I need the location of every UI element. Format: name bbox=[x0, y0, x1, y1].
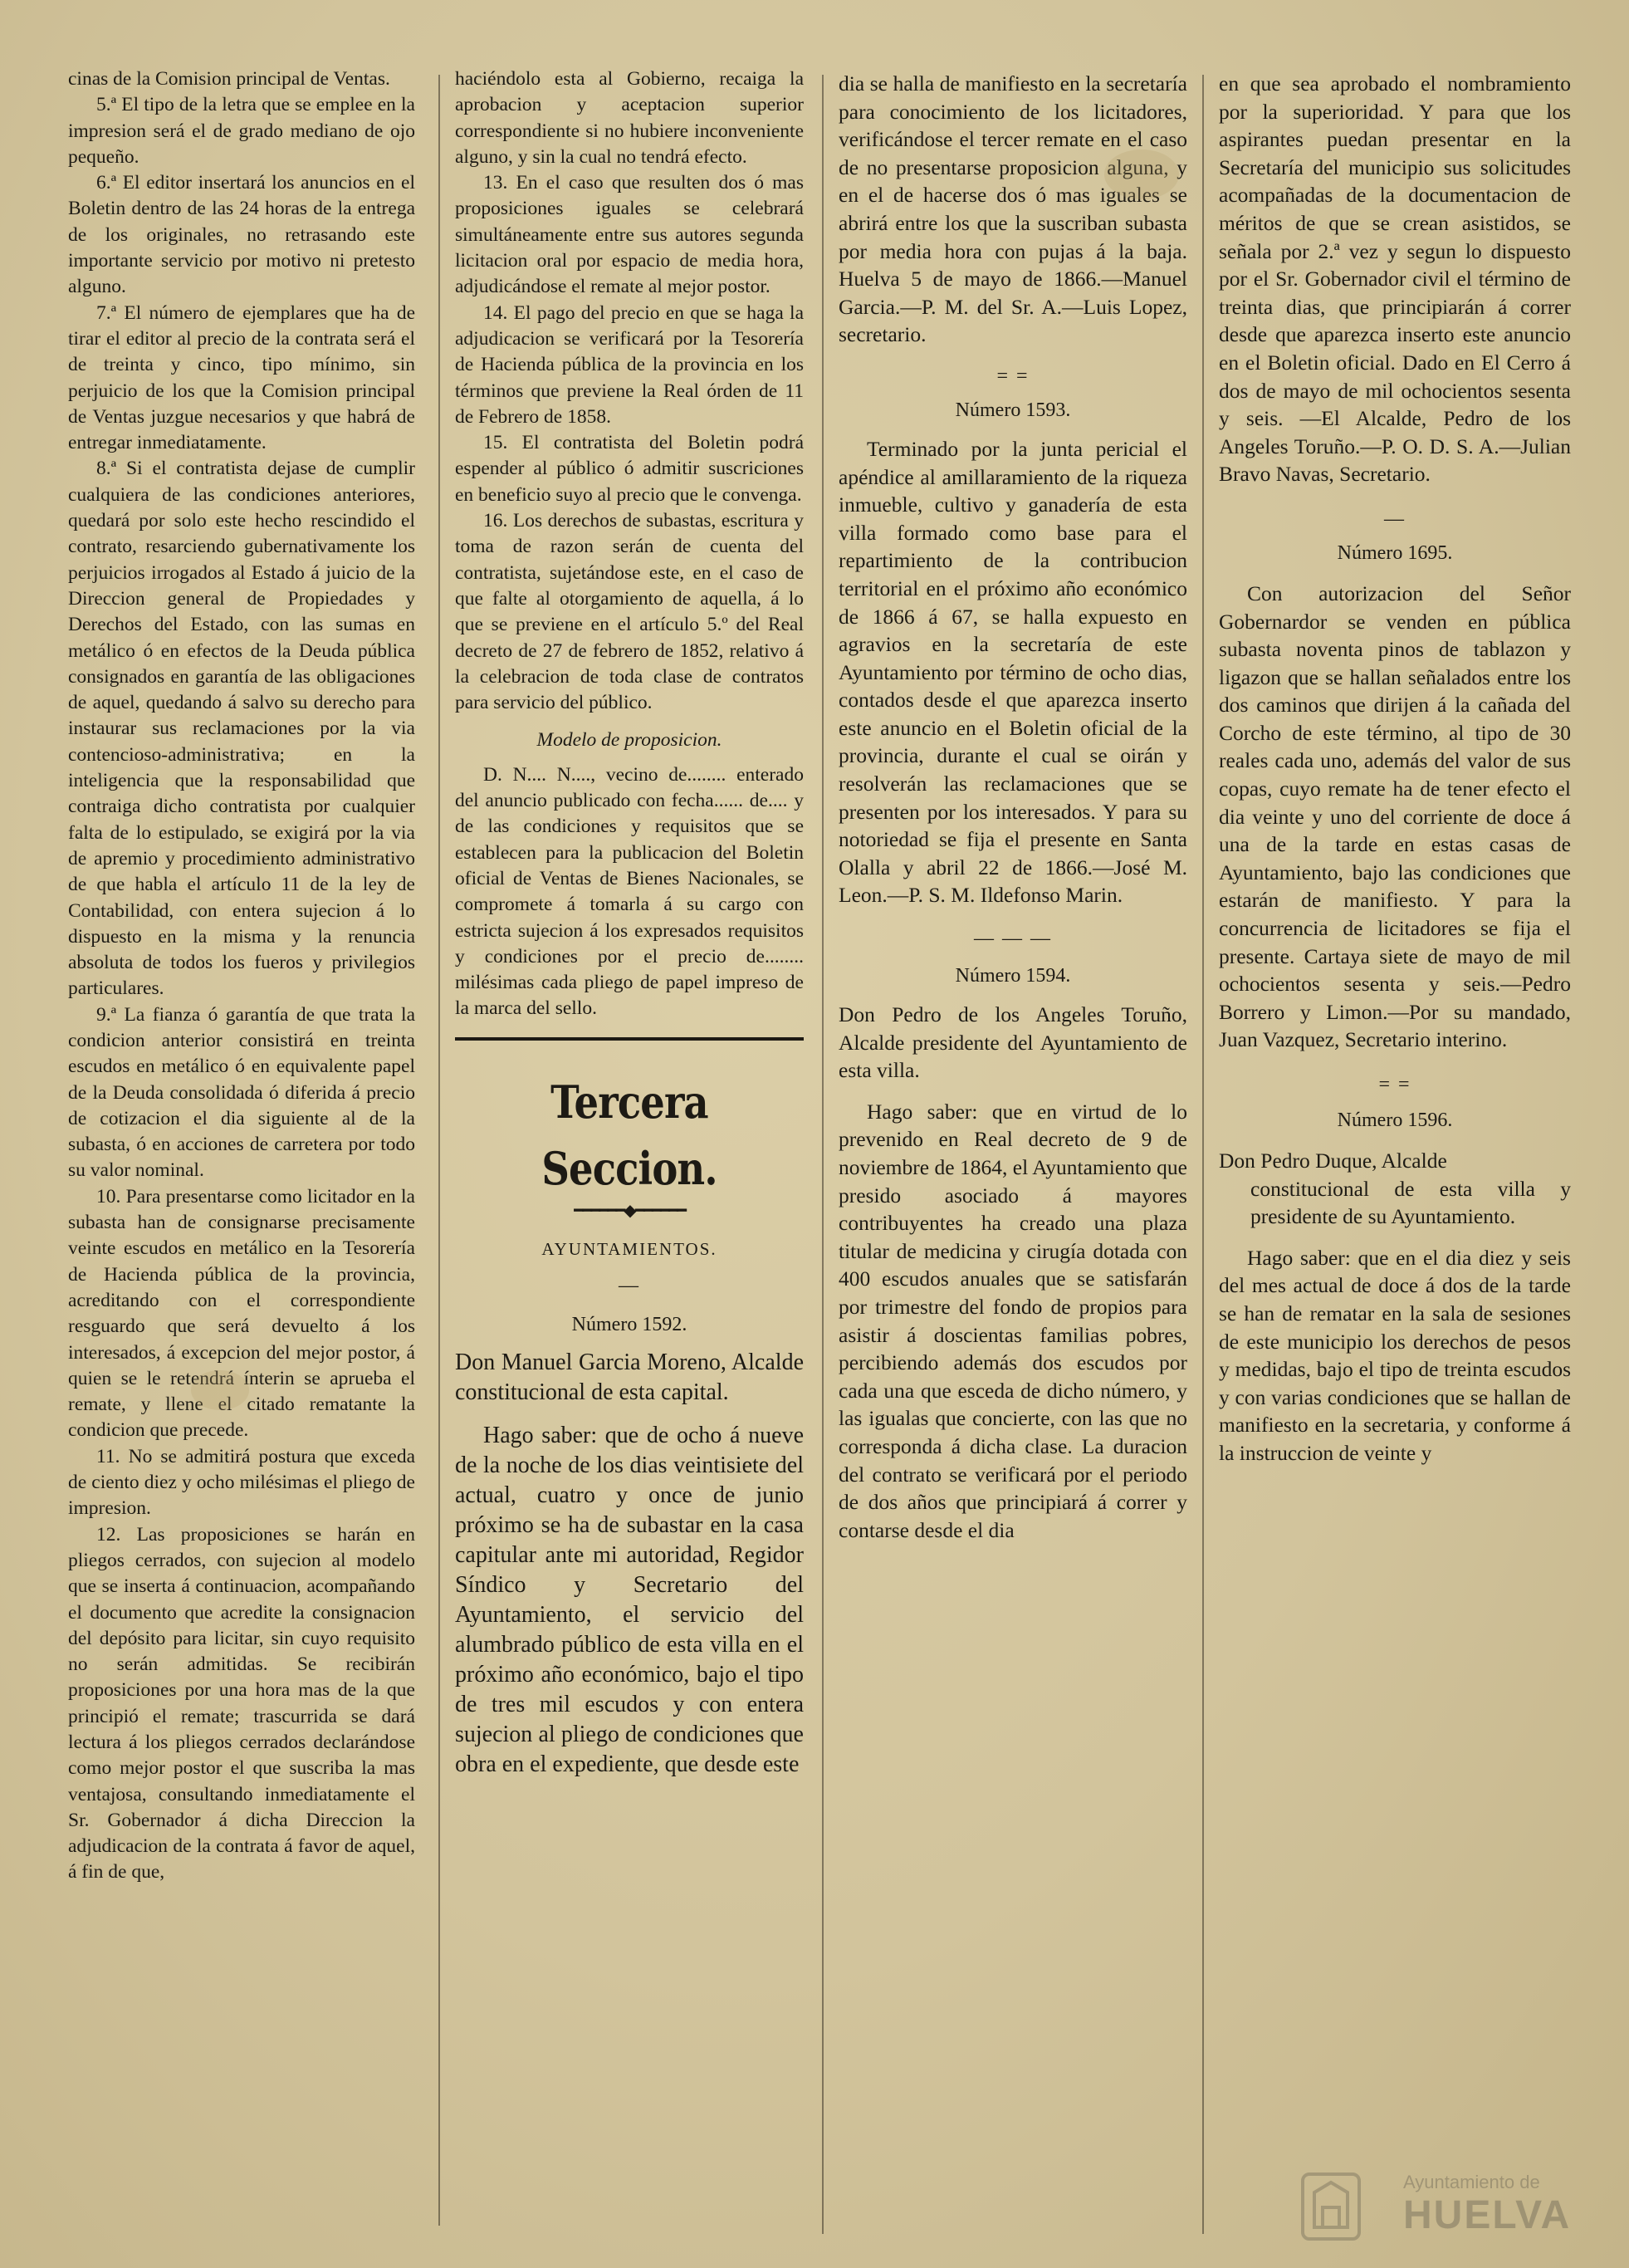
paragraph: 5.ª El tipo de la letra que se emplee en la impresion será el de grado mediano de ojo pequeño. bbox=[68, 94, 415, 168]
notice-header: Don Pedro Duque, Alcalde bbox=[1219, 1149, 1447, 1173]
notice-body: Hago saber: que de ocho á nueve de la noche de los dias veintisiete del actual, cuatro y once de junio próximo se ha de subastar en la casa capitular ante mi autoridad, Regidor Síndico y Secretario del Ayuntamiento, el servicio del alumbrado público de esta villa en el próximo año económico, bajo el tipo de tres mil escudos y con entera sujecion al pliego de condiciones que obra en el expediente, que desde este bbox=[455, 1422, 804, 1777]
notice-number: Número 1592. bbox=[571, 1313, 687, 1335]
notice-number: Número 1695. bbox=[1337, 541, 1453, 564]
paper-stain bbox=[1104, 149, 1179, 199]
section-divider bbox=[455, 1037, 804, 1041]
paragraph: 13. En el caso que resulten dos ó mas proposiciones iguales se celebrará simultáneamente entre sus autores segunda licitacion oral por espacio de media hora, adjudicándose el remate al mejor postor. bbox=[455, 172, 804, 298]
paragraph: cinas de la Comision principal de Ventas. bbox=[68, 68, 390, 90]
model-title: Modelo de proposicion. bbox=[536, 729, 722, 752]
watermark-name: HUELVA bbox=[1403, 2193, 1572, 2237]
notice-header: constitucional de esta villa y presidente de su Ayuntamiento. bbox=[1250, 1176, 1571, 1229]
subsection-title: AYUNTAMIENTOS. bbox=[541, 1238, 717, 1259]
column-3 bbox=[839, 70, 1187, 1544]
section-title: Tercera Seccion. bbox=[541, 1075, 717, 1195]
notice-number: Número 1593. bbox=[955, 399, 1071, 421]
notice-number: Número 1596. bbox=[1337, 1110, 1453, 1131]
separator: = = bbox=[996, 365, 1030, 387]
notice-body: Hago saber: que en virtud de lo prevenido en Real decreto de 9 de noviembre de 1864, el Ayuntamiento que presido asociado á mayores contribuyentes ha creado una plaza titular de medicina y cirugía dotada con 400 escudos anuales que se satisfarán por trimestre del fondo de propios para asistir á doscientas familias pobres, percibiendo además dos escudos por cada una que esceda de dicho número, y las igualas que concierte, con las que no corresponda á dicha clase. La duracion del contrato se verificará por el periodo de dos años que principiará á correr y contarse desde el dia bbox=[839, 1099, 1187, 1542]
notice-body: Terminado por la junta pericial el apéndice al amillaramiento de la riqueza inmueble, cultivo y ganadería de esta villa formado como base para el repartimiento de la contribucion territorial en el próximo año económico de 1866 á 67, se halla expuesto en agravios en la secretaría de este Ayuntamiento por término de ocho dias, contados desde el que aparezca inserto este anuncio en el Boletin oficial de la provincia, durante el cual se oirán y resolverán las reclamaciones que se presenten por los interesados. Y para su notoriedad se fija el presente en Santa Olalla y abril 22 de 1866.—José M. Leon.—P. S. M. Ildefonso Marin. bbox=[839, 436, 1187, 908]
paragraph: 9.ª La fianza ó garantía de que trata la condicion anterior consistirá en treinta escudos en metálico ó en equivalente papel de la Deuda consolidada ó diferida á precio de cotizacion el dia siguiente al de la subasta, ó en acciones de carretera por todo su valor nominal. bbox=[68, 1003, 415, 1182]
notice-body: Hago saber: que en el dia diez y seis del mes actual de doce á dos de la tarde se han de rematar en la sala de sesiones de este municipio los derechos de pesos y medidas, bajo el tipo de treinta escudos y con varias condiciones que se hallan de manifiesto en la secretaria, y conforme á la instruccion de veinte y bbox=[1219, 1245, 1571, 1465]
paragraph: 14. El pago del precio en que se haga la adjudicacion se verificará por la Tesorería de Hacienda pública de la provincia en los términos que previene la Real órden de 11 de Febrero de 1858. bbox=[455, 301, 804, 428]
paragraph: 8.ª Si el contratista dejase de cumplir cualquiera de las condiciones anteriores, quedará por solo este hecho rescindido el contrato, resarciendo gubernativamente los perjuicios irrogados al Estado á juicio de la Direccion general de Propiedades y Derechos del Estado, con las sumas en metálico ó en efectos de la Deuda pública consignados en garantía de las obligaciones de aquel, quedando á salvo su derecho para instaurar sus reclamaciones por la via contencioso-administrativa; en la inteligencia que la responsabilidad que contraiga dicho contratista por cualquier falta de lo estipulado, se exigirá por la via de apremio y procedimiento administrativo de que habla el artículo 11 de la ley de Contabilidad, con entera sujecion á lo dispuesto en la misma y la renuncia absoluta de todos los fueros y privilegios particulares. bbox=[68, 458, 415, 1000]
paragraph: 16. Los derechos de subastas, escritura y toma de razon serán de cuenta del contratista, sujetándose este, en el caso de que falte al otorgamiento de aquella, á lo que se previene en el artículo 5.º del Real decreto de 27 de febrero de 1852, relativo á la celebracion de toda clase de contratos para servicio del público. bbox=[455, 510, 804, 714]
paragraph: en que sea aprobado el nombramiento por la superioridad. Y para que los aspirantes puedan presentar en la Secretaría del municipio sus solicitudes acompañadas de la documentacion de méritos de que se crean asistidos, se señala por 2.ª vez y segun lo dispuesto por el Sr. Gobernador civil el término de treinta dias, que principiarán á correr desde que aparezca inserto este anuncio en el Boletin oficial. Dado en El Cerro á dos de mayo de mil ochocientos sesenta y seis. —El Alcalde, Pedro de los Angeles Toruño.—P. O. D. S. A.—Julian Bravo Navas, Secretario. bbox=[1219, 71, 1571, 487]
watermark-caption: Ayuntamiento de bbox=[1403, 2172, 1540, 2192]
notice-header: Don Manuel Garcia Moreno, Alcalde constitucional de esta capital. bbox=[455, 1349, 804, 1405]
notice-number: Número 1594. bbox=[955, 965, 1071, 987]
paragraph: 7.ª El número de ejemplares que ha de tirar el editor al precio de la contrata será el de treinta y cinco, tipo mínimo, sin perjuicio de los que la Comision principal de Ventas juzgue necesarios y que habrá de entregar inmediatamente. bbox=[68, 301, 415, 454]
notice-header: Don Pedro de los Angeles Toruño, Alcalde presidente del Ayuntamiento de esta villa. bbox=[839, 1002, 1187, 1083]
column-4 bbox=[1219, 70, 1571, 1467]
paragraph: 12. Las proposiciones se harán en pliegos cerrados, con sujecion al modelo que se inserta á continuacion, acompañando el documento que acredite la consignacion del depósito para licitar, sin cuyo requisito no serán admitidas. Se recibirán proposiciones por una hora mas de la que principió el remate; trascurrida se dará lectura á los pliegos cerrados declarándose como mejor postor el que suscriba la mas ventajosa, consultando inmediatamente el Sr. Gobernador á dicha Direccion la adjudicacion de la contrata á favor de aquel, á fin de que, bbox=[68, 1523, 415, 1883]
separator: — bbox=[619, 1274, 640, 1296]
model-text: D. N.... N...., vecino de........ enterado del anuncio publicado con fecha...... de.... y de las condiciones y requisitos que se establecen para la publicacion del Boletin oficial de Ventas de Bienes Nacionales, se compromete á tomarla á su cargo con estricta sujecion á los expresados requisitos y condiciones por el precio de........ milésimas cada pliego de papel impreso de la marca del sello. bbox=[455, 763, 804, 1020]
separator: — — — bbox=[974, 928, 1052, 950]
paragraph: 11. No se admitirá postura que exceda de ciento diez y ocho milésimas el pliego de impresion. bbox=[68, 1445, 415, 1520]
paragraph: 6.ª El editor insertará los anuncios en el Boletin dentro de las 24 horas de la entrega de los originales, no retrasando este importante servicio por motivo ni pretesto alguno. bbox=[68, 172, 415, 298]
ornament-rule: ━━━━━━◆━━━━━━ bbox=[574, 1201, 685, 1220]
column-rule bbox=[1202, 75, 1204, 2234]
column-rule bbox=[438, 75, 440, 2226]
column-1 bbox=[68, 66, 415, 1886]
paragraph: haciéndolo esta al Gobierno, recaiga la aprobacion y aceptacion superior correspondiente si no hubiere inconveniente alguno, y sin la cual no tendrá efecto. bbox=[455, 68, 804, 168]
separator: — bbox=[1384, 507, 1406, 530]
paragraph: dia se halla de manifiesto en la secretaría para conocimiento de los licitadores, verificándose el tercer remate en el caso de no presentarse proposicion alguna, y en el de hacerse dos ó mas iguales se abrirá entre los que la suscriban subasta por media hora con pujas á la baja. Huelva 5 de mayo de 1866.—Manuel Garcia.—P. M. del Sr. A.—Luis Lopez, secretario. bbox=[839, 71, 1187, 347]
separator: = = bbox=[1378, 1074, 1411, 1095]
paragraph: 15. El contratista del Boletin podrá espender al público ó admitir suscriciones en beneficio suyo al precio que le convenga. bbox=[455, 432, 804, 506]
column-rule bbox=[822, 75, 824, 2234]
paragraph: 10. Para presentarse como licitador en la subasta han de consignarse precisamente veinte escudos en metálico en la Tesorería de Hacienda pública de la provincia, acreditando con el correspondiente resguardo que será devuelto á los interesados, á excepcion del mejor postor, á quien se le retendrá ínterin se aprueba el remate, y llene el citado rematante la condicion que precede. bbox=[68, 1185, 415, 1442]
notice-body: Con autorizacion del Señor Gobernardor se venden en pública subasta noventa pinos de tablazon y ligazon que se hallan señalados entre los dos caminos que dirijen á la cañada del Corcho de este término, al tipo de 30 reales cada uno, además del valor de sus copas, cuyo remate ha de tener efecto el dia veinte y uno del corriente de doce á una de la tarde en estas casas de Ayuntamiento, bajo las condiciones que estarán de manifiesto. Y para la concurrencia de licitadores se fija el presente. Cartaya siete de mayo de mil ochocientos sesenta y seis.—Pedro Borrero y Limon.—Por su mandado, Juan Vazquez, Secretario interino. bbox=[1219, 580, 1571, 1052]
column-2 bbox=[455, 66, 804, 1780]
paper-stain bbox=[191, 1370, 249, 1410]
